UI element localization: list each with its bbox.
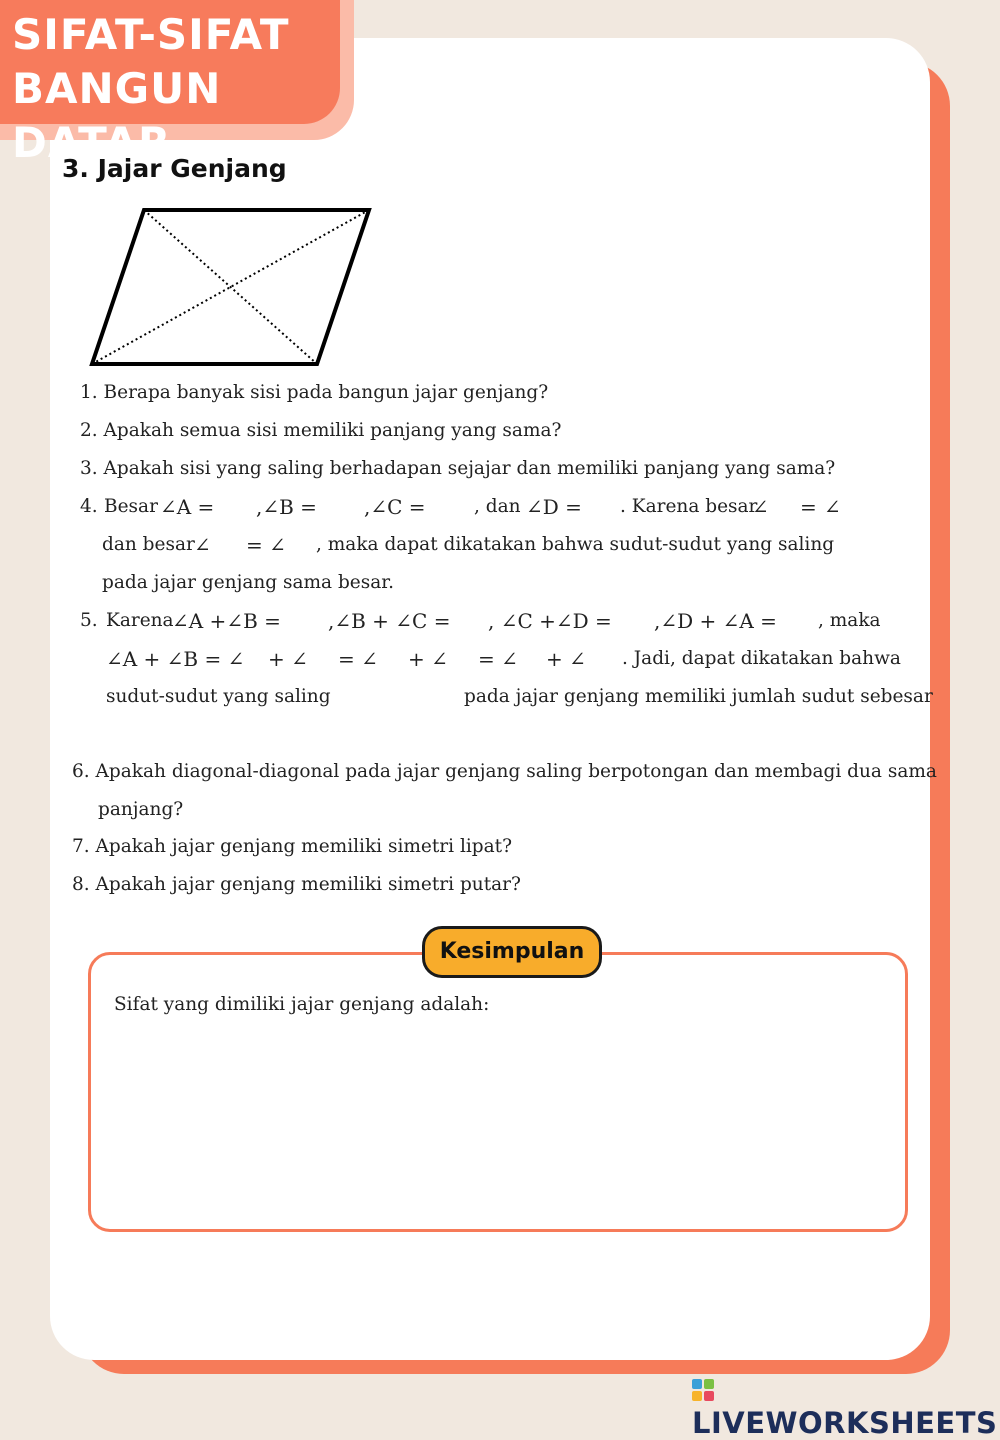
banner-line-2: BANGUN DATAR: [12, 64, 222, 167]
equal-blank-2[interactable]: = ∠: [478, 647, 518, 671]
question-number: 6.: [72, 761, 90, 782]
plus-blank-2[interactable]: + ∠: [408, 647, 448, 671]
sum-da-blank[interactable]: ,∠D + ∠A =: [654, 609, 777, 633]
q4-besar: Besar: [104, 496, 158, 517]
question-text: Berapa banyak sisi pada bangun jajar genjang?: [103, 382, 549, 403]
liveworksheets-grid-icon: [692, 1379, 714, 1401]
question-text: Apakah sisi yang saling berhadapan sejajar dan memiliki panjang yang sama?: [103, 458, 836, 479]
question-number: 1.: [80, 382, 98, 403]
angle-blank-2[interactable]: ∠: [824, 495, 841, 519]
question-8: [72, 873, 521, 897]
title-banner: [0, 0, 354, 167]
q5-line3-b: pada jajar genjang memiliki jumlah sudut sebesar: [464, 686, 933, 707]
question-6: [72, 760, 937, 784]
question-number: 4.: [80, 496, 98, 517]
section-title: 3. Jajar Genjang: [62, 154, 287, 183]
question-number: 3.: [80, 458, 98, 479]
question-2: [80, 419, 561, 443]
question-4-line-1: [80, 495, 880, 521]
question-text: Apakah semua sisi memiliki panjang yang sama?: [103, 420, 562, 441]
sum-ab-blank[interactable]: ∠A +∠B =: [172, 609, 281, 633]
question-4-line-2: [102, 533, 882, 559]
plus-blank-3[interactable]: + ∠: [546, 647, 586, 671]
q4-karena: . Karena besar: [620, 496, 758, 517]
sum-expr[interactable]: ∠A + ∠B = ∠: [106, 647, 245, 671]
q5-maka: , maka: [818, 610, 881, 631]
title-banner-inner: [0, 0, 340, 167]
parallelogram-diagram: [86, 204, 376, 370]
conclusion-text: Sifat yang dimiliki jajar genjang adalah:: [114, 994, 490, 1015]
question-number: 5.: [80, 610, 98, 631]
watermark-text: LIVEWORKSHEETS: [692, 1406, 998, 1440]
equal-blank-1[interactable]: = ∠: [338, 647, 378, 671]
q5-jadi: . Jadi, dapat dikatakan bahwa: [622, 648, 901, 669]
sum-bc-blank[interactable]: ,∠B + ∠C =: [328, 609, 451, 633]
sum-cd-blank[interactable]: , ∠C +∠D =: [488, 609, 612, 633]
question-text: Apakah jajar genjang memiliki simetri putar?: [95, 874, 521, 895]
liveworksheets-logo: [692, 1372, 1000, 1440]
q5-karena: Karena: [106, 610, 174, 631]
banner-title: [12, 8, 340, 170]
diagonal-ac: [144, 210, 317, 364]
angle-blank-4[interactable]: = ∠: [246, 533, 286, 557]
q4-dan: , dan: [474, 496, 521, 517]
q4-maka: , maka dapat dikatakan bahwa sudut-sudut yang saling: [316, 534, 835, 555]
plus-blank-1[interactable]: + ∠: [268, 647, 308, 671]
question-5-line-3: [106, 685, 933, 711]
angle-b-blank[interactable]: ,∠B =: [256, 495, 317, 519]
q5-line3-a: sudut-sudut yang saling: [106, 686, 331, 707]
q4-dan-besar: dan besar: [102, 534, 195, 555]
angle-a-blank[interactable]: ∠A =: [160, 495, 215, 519]
question-5-line-2: [106, 647, 901, 673]
question-3: [80, 457, 835, 481]
question-4-line-3: pada jajar genjang sama besar.: [102, 572, 394, 593]
question-1: [80, 381, 548, 405]
q4-equals: =: [800, 495, 817, 519]
angle-blank-1[interactable]: ∠: [752, 495, 769, 519]
angle-blank-3[interactable]: ∠: [194, 533, 211, 557]
question-text: Apakah jajar genjang memiliki simetri lipat?: [95, 836, 513, 857]
question-text: Apakah diagonal-diagonal pada jajar genjang saling berpotongan dan membagi dua sama: [95, 761, 937, 782]
angle-c-blank[interactable]: ,∠C =: [364, 495, 426, 519]
question-7: [72, 835, 512, 859]
banner-line-1: SIFAT-SIFAT: [12, 10, 290, 59]
question-6-line-2: panjang?: [98, 799, 184, 820]
question-number: 8.: [72, 874, 90, 895]
conclusion-label: Kesimpulan: [422, 926, 602, 978]
question-5-line-1: [80, 609, 890, 635]
question-number: 2.: [80, 420, 98, 441]
question-number: 7.: [72, 836, 90, 857]
angle-d-blank[interactable]: ∠D =: [526, 495, 582, 519]
